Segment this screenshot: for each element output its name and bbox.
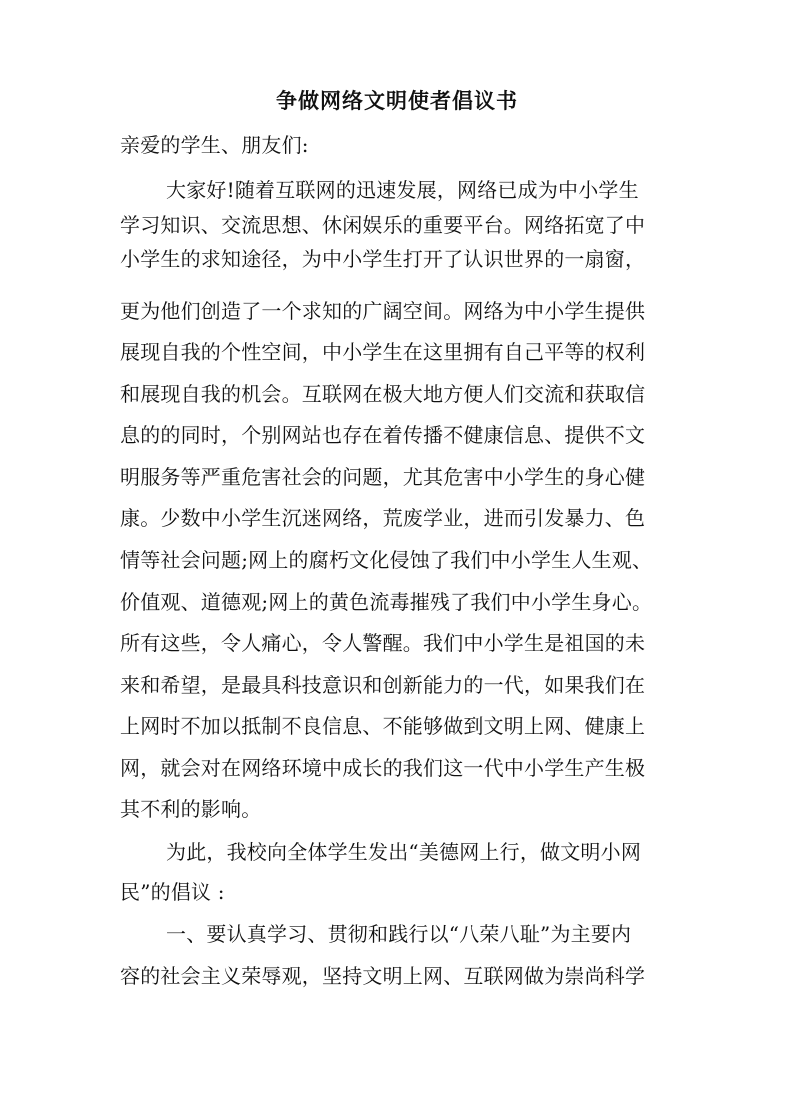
paragraph-1-line: 更为他们创造了一个求知的广阔空间。网络为中小学生提供 [120,299,646,323]
salutation: 亲爱的学生、朋友们: [120,133,309,157]
paragraph-1-line: 情等社会问题;网上的腐朽文化侵蚀了我们中小学生人生观、 [120,548,653,572]
paragraph-1-line: 大家好!随着互联网的迅速发展，网络已成为中小学生 [166,178,639,202]
paragraph-1-line: 小学生的求知途径，为中小学生打开了认识世界的一扇窗， [120,247,646,271]
paragraph-1-line: 上网时不加以抵制不良信息、不能够做到文明上网、健康上 [120,714,646,738]
paragraph-2-line: 民”的倡议 : [120,880,225,904]
paragraph-3-line: 容的社会主义荣辱观，坚持文明上网、互联网做为崇尚科学 [120,964,646,988]
paragraph-1-line: 息的的同时，个别网站也存在着传播不健康信息、提供不文 [120,423,646,447]
paragraph-2-line: 为此，我校向全体学生发出“美德网上行，做文明小网 [166,840,642,864]
document-title: 争做网络文明使者倡议书 [276,88,518,113]
paragraph-1-line: 所有这些，令人痛心，令人警醒。我们中小学生是祖国的未 [120,631,646,655]
paragraph-1-line: 明服务等严重危害社会的问题，尤其危害中小学生的身心健 [120,465,646,489]
paragraph-1-line: 其不利的影响。 [120,797,262,821]
paragraph-1-line: 价值观、道德观;网上的黄色流毒摧残了我们中小学生身心。 [120,590,653,614]
paragraph-1-line: 学习知识、交流思想、休闲娱乐的重要平台。网络拓宽了中 [120,213,646,237]
paragraph-1-line: 康。少数中小学生沉迷网络，荒废学业，进而引发暴力、色 [120,506,646,530]
paragraph-1-line: 和展现自我的机会。互联网在极大地方便人们交流和获取信 [120,382,646,406]
paragraph-3-line: 一、要认真学习、贯彻和践行以“八荣八耻”为主要内 [166,922,632,946]
paragraph-1-line: 来和希望，是最具科技意识和创新能力的一代，如果我们在 [120,673,646,697]
paragraph-1-line: 展现自我的个性空间，中小学生在这里拥有自己平等的权利 [120,340,646,364]
paragraph-1-line: 网，就会对在网络环境中成长的我们这一代中小学生产生极 [120,756,646,780]
